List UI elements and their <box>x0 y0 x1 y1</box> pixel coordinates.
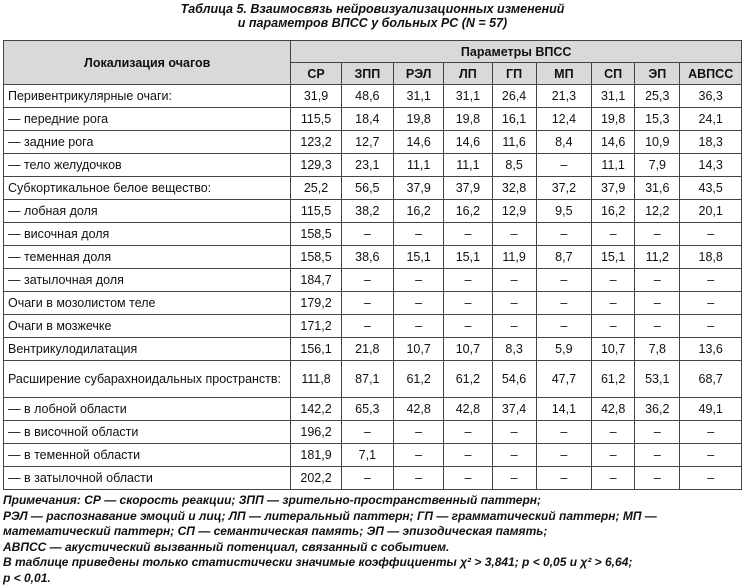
cell-value: – <box>680 467 742 490</box>
cell-value: – <box>341 467 393 490</box>
cell-value: 115,5 <box>291 200 341 223</box>
row-label: Очаги в мозолистом теле <box>4 292 291 315</box>
cell-value: – <box>444 223 492 246</box>
cell-value: 129,3 <box>291 154 341 177</box>
cell-value: 37,9 <box>592 177 635 200</box>
cell-value: 7,9 <box>635 154 680 177</box>
cell-value: 31,1 <box>444 85 492 108</box>
table-row <box>4 269 742 292</box>
cell-value: – <box>536 223 591 246</box>
cell-value: 36,2 <box>635 398 680 421</box>
cell-value: 9,5 <box>536 200 591 223</box>
cell-value: 37,9 <box>444 177 492 200</box>
cell-value: 196,2 <box>291 421 341 444</box>
cell-value: 68,7 <box>680 361 742 398</box>
params-header: Параметры ВПСС <box>291 41 742 63</box>
row-label: Субкортикальное белое вещество: <box>4 177 291 200</box>
table-row <box>4 200 742 223</box>
row-label: — височная доля <box>4 223 291 246</box>
column-header: ЗПП <box>341 63 393 85</box>
table-row <box>4 338 742 361</box>
cell-value: 12,7 <box>341 131 393 154</box>
row-label: — теменная доля <box>4 246 291 269</box>
cell-value: 202,2 <box>291 467 341 490</box>
cell-value: – <box>536 467 591 490</box>
cell-value: 19,8 <box>444 108 492 131</box>
column-header: СР <box>291 63 341 85</box>
row-label: — затылочная доля <box>4 269 291 292</box>
cell-value: 61,2 <box>592 361 635 398</box>
cell-value: – <box>680 421 742 444</box>
cell-value: 12,4 <box>536 108 591 131</box>
cell-value: 38,2 <box>341 200 393 223</box>
cell-value: – <box>341 292 393 315</box>
cell-value: – <box>635 315 680 338</box>
column-header: РЭЛ <box>394 63 444 85</box>
cell-value: – <box>680 315 742 338</box>
cell-value: 14,1 <box>536 398 591 421</box>
cell-value: 11,1 <box>592 154 635 177</box>
cell-value: – <box>341 315 393 338</box>
cell-value: – <box>635 421 680 444</box>
cell-value: 19,8 <box>394 108 444 131</box>
cell-value: – <box>680 444 742 467</box>
cell-value: 31,1 <box>394 85 444 108</box>
cell-value: – <box>680 292 742 315</box>
caption-line-2: и параметров ВПСС у больных РС (N = 57) <box>237 16 508 30</box>
cell-value: – <box>635 269 680 292</box>
cell-value: – <box>492 315 536 338</box>
table-row <box>4 108 742 131</box>
cell-value: 184,7 <box>291 269 341 292</box>
cell-value: 12,2 <box>635 200 680 223</box>
row-label: — в теменной области <box>4 444 291 467</box>
cell-value: – <box>492 292 536 315</box>
row-label: — в затылочной области <box>4 467 291 490</box>
cell-value: 8,4 <box>536 131 591 154</box>
cell-value: – <box>635 223 680 246</box>
cell-value: 65,3 <box>341 398 393 421</box>
cell-value: – <box>394 223 444 246</box>
cell-value: 43,5 <box>680 177 742 200</box>
cell-value: 16,2 <box>592 200 635 223</box>
cell-value: 53,1 <box>635 361 680 398</box>
cell-value: – <box>536 421 591 444</box>
cell-value: 16,1 <box>492 108 536 131</box>
cell-value: – <box>680 223 742 246</box>
cell-value: – <box>341 421 393 444</box>
notes-line-4: АВПСС — акустический вызванный потенциал, связанный с событием. <box>3 539 450 554</box>
cell-value: 47,7 <box>536 361 591 398</box>
cell-value: 11,1 <box>444 154 492 177</box>
cell-value: 14,6 <box>394 131 444 154</box>
cell-value: 31,9 <box>291 85 341 108</box>
cell-value: 87,1 <box>341 361 393 398</box>
notes-line-6: p < 0,01. <box>3 570 51 585</box>
notes-line-1: Примечания: СР — скорость реакции; ЗПП — зрительно-пространственный паттерн; <box>3 493 542 507</box>
row-label: — передние рога <box>4 108 291 131</box>
cell-value: 15,1 <box>394 246 444 269</box>
cell-value: 36,3 <box>680 85 742 108</box>
cell-value: 42,8 <box>444 398 492 421</box>
cell-value: 10,7 <box>394 338 444 361</box>
table-row <box>4 315 742 338</box>
cell-value: 18,3 <box>680 131 742 154</box>
row-label: — в височной области <box>4 421 291 444</box>
row-label: Расширение субарахноидальных пространств: <box>4 361 291 398</box>
column-header: ГП <box>492 63 536 85</box>
cell-value: 7,8 <box>635 338 680 361</box>
column-header: МП <box>536 63 591 85</box>
cell-value: 19,8 <box>592 108 635 131</box>
cell-value: 158,5 <box>291 223 341 246</box>
cell-value: 42,8 <box>394 398 444 421</box>
column-header: СП <box>592 63 635 85</box>
cell-value: 37,9 <box>394 177 444 200</box>
notes-line-3: математический паттерн; СП — семантическая память; ЭП — эпизодическая память; <box>3 524 548 538</box>
cell-value: 49,1 <box>680 398 742 421</box>
cell-value: – <box>536 444 591 467</box>
cell-value: 8,3 <box>492 338 536 361</box>
cell-value: 11,1 <box>394 154 444 177</box>
column-header: ЛП <box>444 63 492 85</box>
cell-value: 11,6 <box>492 131 536 154</box>
cell-value: 10,7 <box>444 338 492 361</box>
cell-value: – <box>444 315 492 338</box>
cell-value: – <box>635 444 680 467</box>
cell-value: 179,2 <box>291 292 341 315</box>
cell-value: 61,2 <box>394 361 444 398</box>
table-row <box>4 177 742 200</box>
cell-value: 31,6 <box>635 177 680 200</box>
cell-value: 156,1 <box>291 338 341 361</box>
cell-value: 123,2 <box>291 131 341 154</box>
table-row <box>4 223 742 246</box>
cell-value: 111,8 <box>291 361 341 398</box>
row-label: — в лобной области <box>4 398 291 421</box>
cell-value: 14,6 <box>444 131 492 154</box>
cell-value: 31,1 <box>592 85 635 108</box>
row-label: — тело желудочков <box>4 154 291 177</box>
cell-value: – <box>394 467 444 490</box>
table-row <box>4 421 742 444</box>
cell-value: – <box>341 269 393 292</box>
cell-value: – <box>394 269 444 292</box>
notes-line-5: В таблице приведены только статистически значимые коэффициенты χ² > 3,841; p < 0,05 и χ² > 6,64; <box>3 555 633 569</box>
cell-value: – <box>536 269 591 292</box>
cell-value: 13,6 <box>680 338 742 361</box>
cell-value: 21,3 <box>536 85 591 108</box>
notes <box>3 493 745 586</box>
cell-value: 158,5 <box>291 246 341 269</box>
notes-line-2: РЭЛ — распознавание эмоций и лиц; ЛП — литеральный паттерн; ГП — грамматический паттерн; МП — <box>3 508 657 523</box>
cell-value: – <box>394 421 444 444</box>
cell-value: – <box>536 154 591 177</box>
cell-value: – <box>394 444 444 467</box>
table-row <box>4 154 742 177</box>
cell-value: – <box>592 315 635 338</box>
cell-value: 25,2 <box>291 177 341 200</box>
table-row <box>4 398 742 421</box>
cell-value: – <box>394 315 444 338</box>
cell-value: – <box>635 467 680 490</box>
cell-value: – <box>341 223 393 246</box>
cell-value: 16,2 <box>394 200 444 223</box>
cell-value: 42,8 <box>592 398 635 421</box>
cell-value: 48,6 <box>341 85 393 108</box>
row-label: Очаги в мозжечке <box>4 315 291 338</box>
cell-value: 37,4 <box>492 398 536 421</box>
table-row <box>4 246 742 269</box>
cell-value: – <box>444 421 492 444</box>
cell-value: 8,7 <box>536 246 591 269</box>
table-row <box>4 361 742 398</box>
cell-value: – <box>592 292 635 315</box>
row-label: — задние рога <box>4 131 291 154</box>
cell-value: 26,4 <box>492 85 536 108</box>
cell-value: 16,2 <box>444 200 492 223</box>
cell-value: 15,1 <box>444 246 492 269</box>
cell-value: 14,6 <box>592 131 635 154</box>
cell-value: 37,2 <box>536 177 591 200</box>
table-row <box>4 85 742 108</box>
cell-value: 12,9 <box>492 200 536 223</box>
cell-value: – <box>444 269 492 292</box>
table-body <box>4 85 742 490</box>
caption-line-1: Таблица 5. Взаимосвязь нейровизуализационных изменений <box>180 2 565 16</box>
row-label: Вентрикулодилатация <box>4 338 291 361</box>
cell-value: 11,2 <box>635 246 680 269</box>
table-caption <box>0 0 745 36</box>
table-row <box>4 292 742 315</box>
cell-value: 61,2 <box>444 361 492 398</box>
cell-value: 25,3 <box>635 85 680 108</box>
cell-value: 38,6 <box>341 246 393 269</box>
cell-value: – <box>492 223 536 246</box>
cell-value: 7,1 <box>341 444 393 467</box>
cell-value: 5,9 <box>536 338 591 361</box>
cell-value: 15,3 <box>635 108 680 131</box>
cell-value: 8,5 <box>492 154 536 177</box>
cell-value: 115,5 <box>291 108 341 131</box>
cell-value: – <box>444 444 492 467</box>
cell-value: – <box>536 292 591 315</box>
row-label: — лобная доля <box>4 200 291 223</box>
cell-value: – <box>492 467 536 490</box>
cell-value: 18,4 <box>341 108 393 131</box>
cell-value: 21,8 <box>341 338 393 361</box>
cell-value: 10,9 <box>635 131 680 154</box>
cell-value: 15,1 <box>592 246 635 269</box>
data-table <box>3 40 742 490</box>
cell-value: – <box>536 315 591 338</box>
cell-value: 23,1 <box>341 154 393 177</box>
cell-value: 20,1 <box>680 200 742 223</box>
cell-value: – <box>444 292 492 315</box>
cell-value: 171,2 <box>291 315 341 338</box>
table-row <box>4 444 742 467</box>
column-header: ЭП <box>635 63 680 85</box>
cell-value: 32,8 <box>492 177 536 200</box>
cell-value: 14,3 <box>680 154 742 177</box>
cell-value: 24,1 <box>680 108 742 131</box>
cell-value: 181,9 <box>291 444 341 467</box>
cell-value: 11,9 <box>492 246 536 269</box>
header-row-1 <box>4 41 742 63</box>
column-header: АВПСС <box>680 63 742 85</box>
cell-value: – <box>492 269 536 292</box>
cell-value: – <box>592 223 635 246</box>
location-header: Локализация очагов <box>4 41 291 85</box>
table-row <box>4 467 742 490</box>
row-label: Перивентрикулярные очаги: <box>4 85 291 108</box>
table-row <box>4 131 742 154</box>
cell-value: 54,6 <box>492 361 536 398</box>
cell-value: – <box>635 292 680 315</box>
cell-value: – <box>592 444 635 467</box>
cell-value: – <box>394 292 444 315</box>
cell-value: – <box>592 467 635 490</box>
cell-value: 10,7 <box>592 338 635 361</box>
cell-value: – <box>444 467 492 490</box>
cell-value: 142,2 <box>291 398 341 421</box>
cell-value: – <box>492 421 536 444</box>
cell-value: – <box>492 444 536 467</box>
cell-value: – <box>592 421 635 444</box>
cell-value: – <box>592 269 635 292</box>
cell-value: – <box>680 269 742 292</box>
cell-value: 18,8 <box>680 246 742 269</box>
cell-value: 56,5 <box>341 177 393 200</box>
